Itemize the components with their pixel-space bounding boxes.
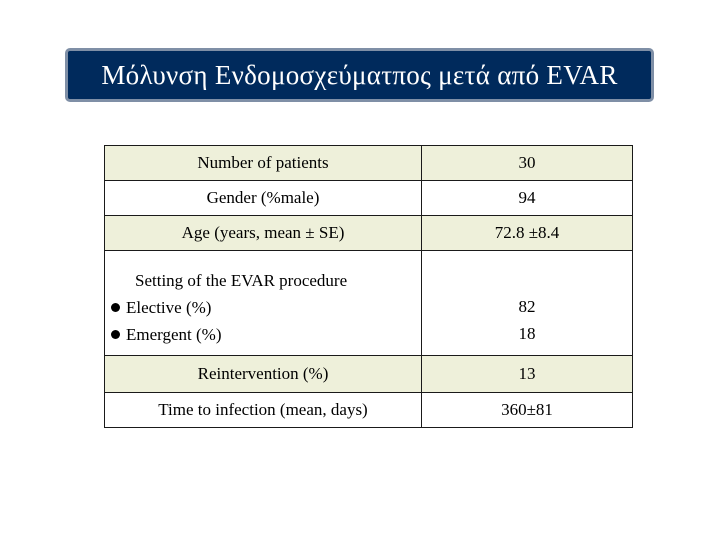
setting-item-label: Emergent (%) bbox=[126, 324, 222, 344]
table-row bbox=[105, 216, 633, 251]
row-value: 94 bbox=[422, 181, 633, 216]
bullet-icon bbox=[111, 330, 120, 339]
setting-heading: Setting of the EVAR procedure bbox=[135, 270, 348, 290]
row-label: Gender (%male) bbox=[105, 181, 422, 216]
setting-value-emergent: 18 bbox=[518, 324, 536, 343]
row-value: 30 bbox=[422, 146, 633, 181]
row-label: Number of patients bbox=[105, 146, 422, 181]
table-row bbox=[105, 181, 633, 216]
table-row bbox=[105, 393, 633, 428]
row-label: Reintervention (%) bbox=[105, 356, 422, 393]
setting-item-label: Elective (%) bbox=[126, 297, 212, 317]
row-label: Time to infection (mean, days) bbox=[105, 393, 422, 428]
setting-value-cell bbox=[422, 251, 633, 356]
title-banner bbox=[65, 48, 654, 102]
row-value: 13 bbox=[422, 356, 633, 393]
slide-title: Μόλυνση Ενδομοσχεύματπος μετά από EVAR bbox=[101, 59, 618, 90]
patient-data-table bbox=[104, 145, 633, 428]
row-value: 72.8 ±8.4 bbox=[422, 216, 633, 251]
setting-value-elective: 82 bbox=[518, 297, 536, 316]
setting-item-emergent bbox=[111, 321, 415, 348]
bullet-icon bbox=[111, 303, 120, 312]
table-row-setting bbox=[105, 251, 633, 356]
row-value: 360±81 bbox=[422, 393, 633, 428]
setting-label-cell bbox=[105, 251, 422, 356]
table-row bbox=[105, 146, 633, 181]
row-label: Age (years, mean ± SE) bbox=[105, 216, 422, 251]
table-row bbox=[105, 356, 633, 393]
setting-item-elective bbox=[111, 294, 415, 321]
